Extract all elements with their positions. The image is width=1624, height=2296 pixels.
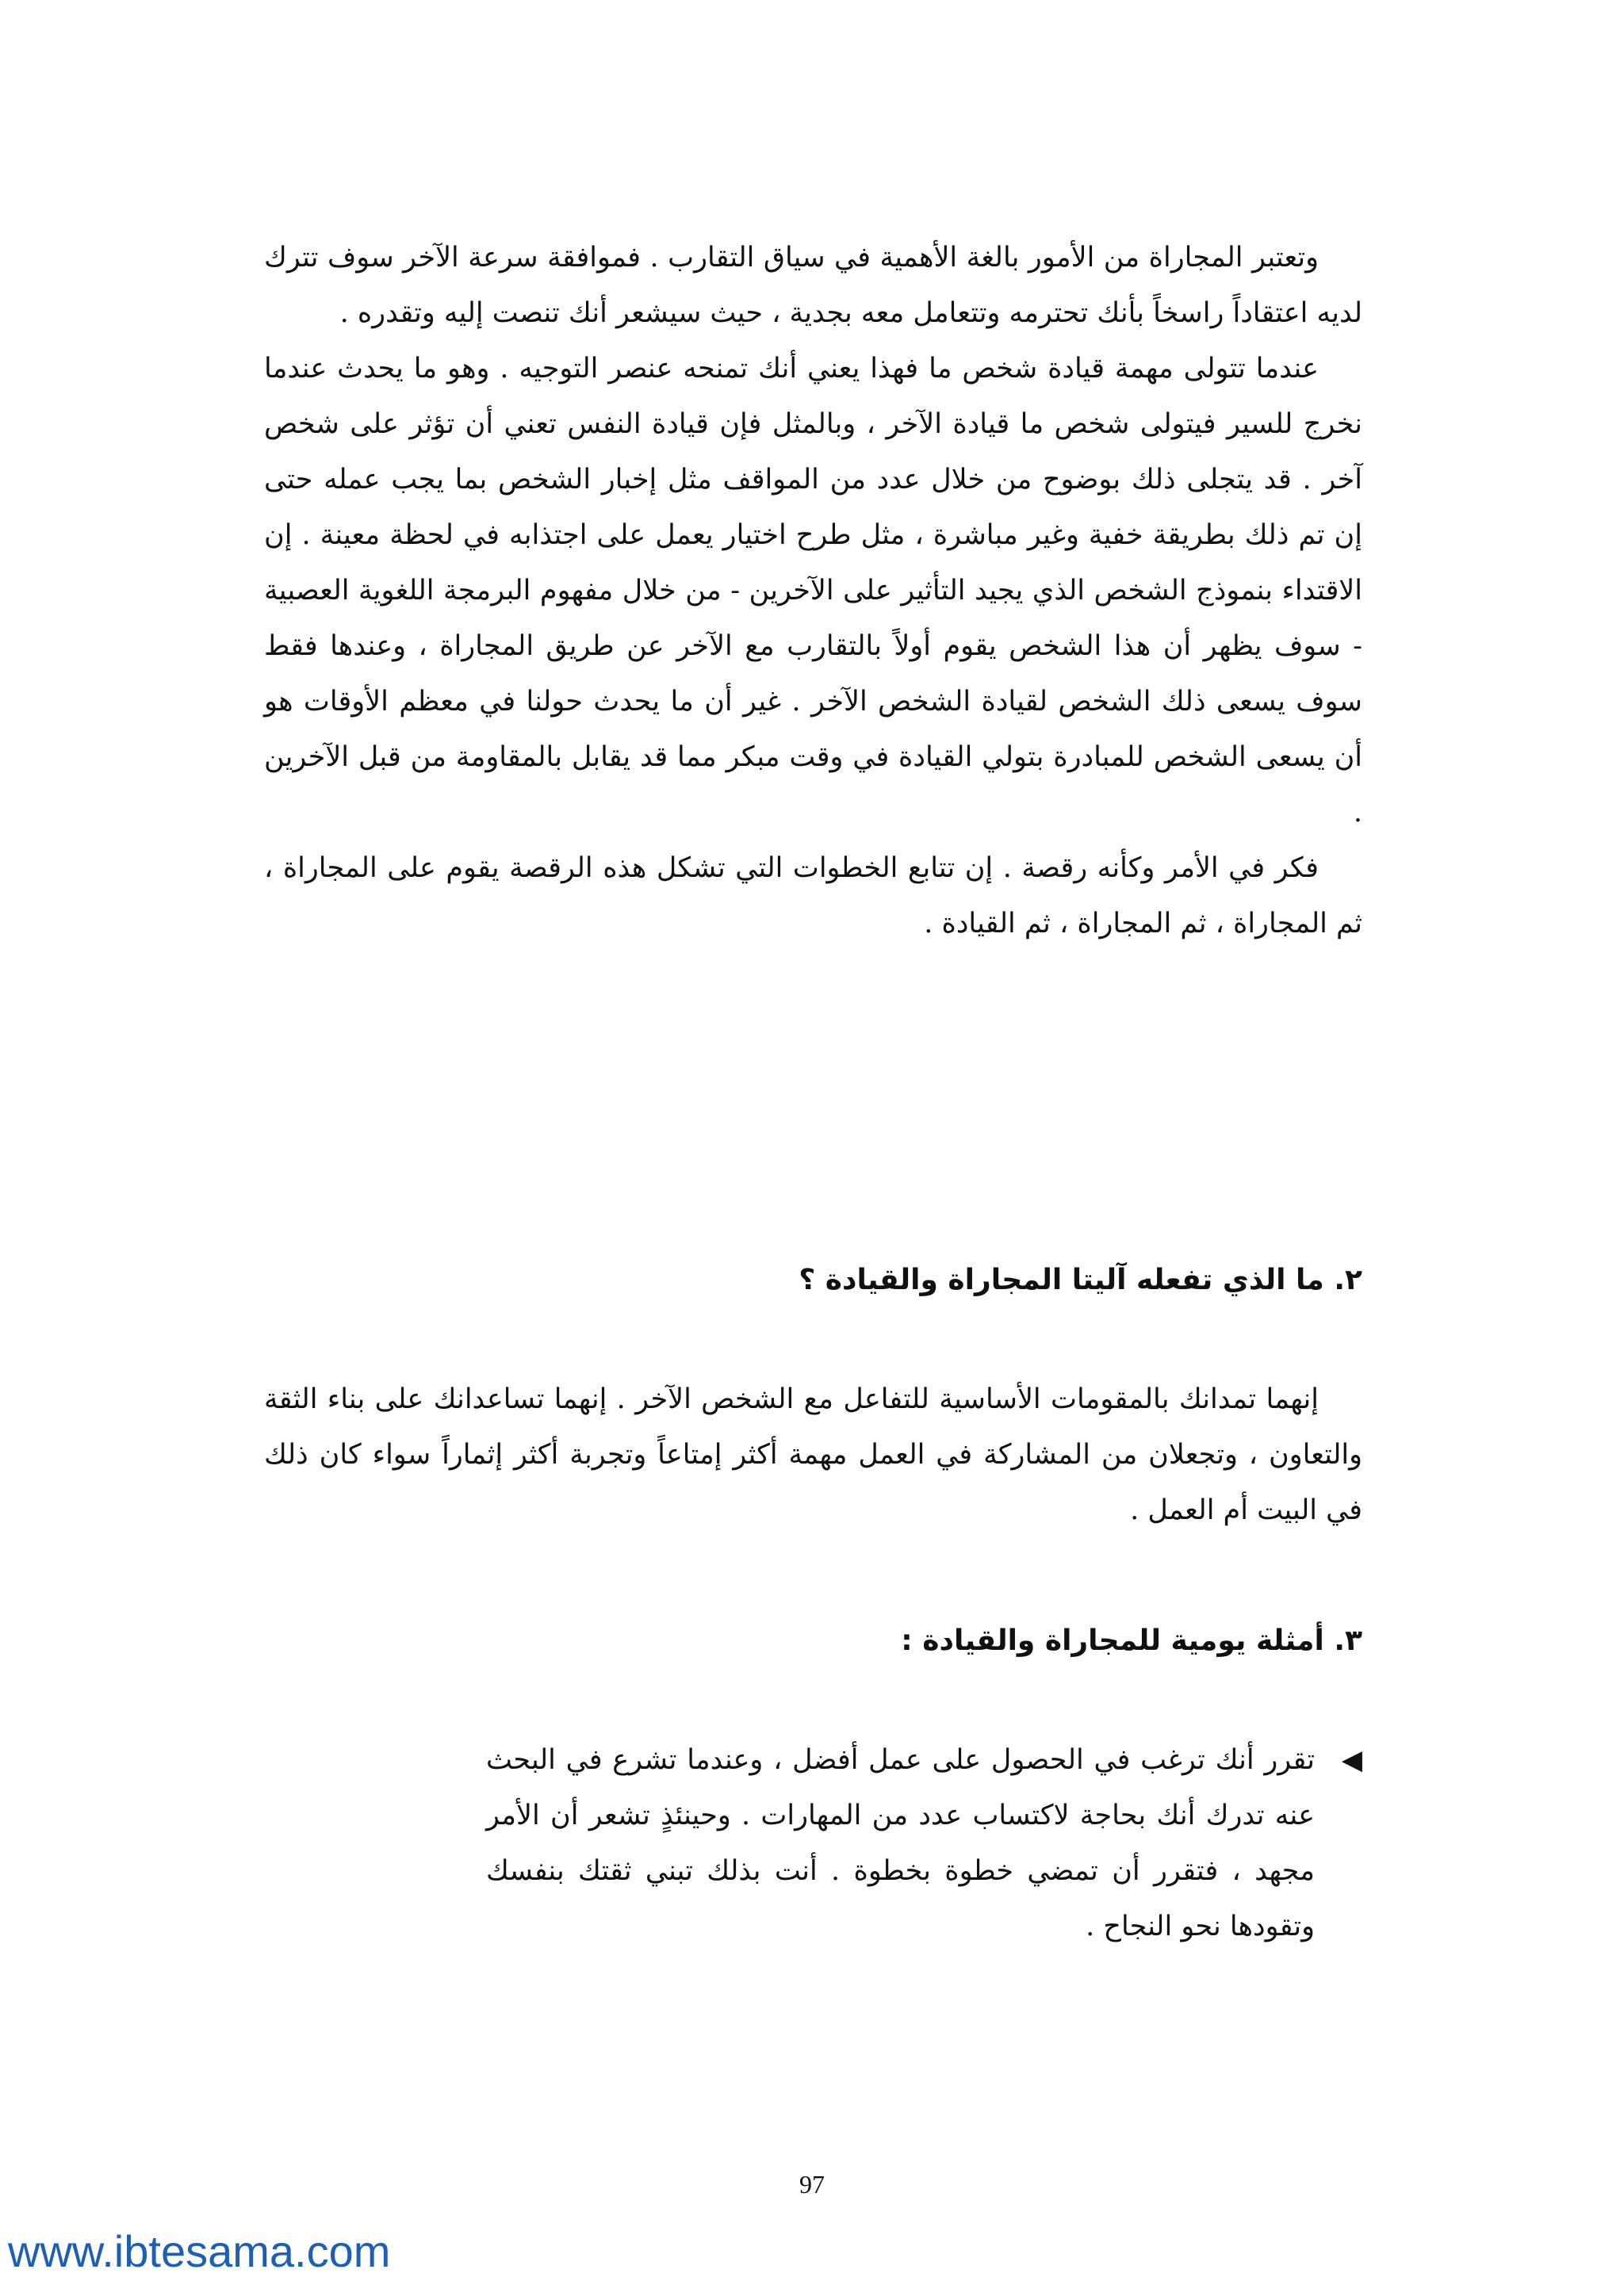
intro-text — [264, 230, 1362, 951]
section-2-text — [264, 1372, 1362, 1538]
list-item — [264, 1732, 1362, 1954]
section-2-paragraph: إنهما تمدانك بالمقومات الأساسية للتفاعل مع الشخص الآخر . إنهما تساعدانك على بناء الثقة والتعاون ، وتجعلان من المشاركة في العمل مهمة أكثر إمتاعاً وتجربة أكثر إثماراً سواء كان ذلك في البيت أم العمل . — [264, 1383, 1362, 1526]
watermark-url: www.ibtesama.com — [8, 2226, 391, 2276]
section-3-heading: ٣. أمثلة يومية للمجاراة والقيادة : — [901, 1624, 1362, 1657]
paragraph-leading-definition: عندما تتولى مهمة قيادة شخص ما فهذا يعني أنك تمنحه عنصر التوجيه . وهو ما يحدث عندما نخرج للسير فيتولى شخص ما قيادة الآخر ، وبالمثل فإن قيادة النفس تعني أن تؤثر على شخص آخر . قد يتجلى ذلك بوضوح من خلال عدد من المواقف مثل إخبار الشخص بما يجب عمله حتى إن تم ذلك بطريقة خفية وغير مباشرة ، مثل طرح اختيار يعمل على اجتذابه في لحظة معينة . إن الاقتداء بنموذج الشخص الذي يجيد التأثير على الآخرين - من خلال مفهوم البرمجة اللغوية العصبية - سوف يظهر أن هذا الشخص يقوم أولاً بالتقارب مع الآخر عن طريق المجاراة ، وعندها فقط سوف يسعى ذلك الشخص لقيادة الشخص الآخر . غير أن ما يحدث حولنا في معظم الأوقات هو أن يسعى الشخص للمبادرة بتولي القيادة في وقت مبكر مما قد يقابل بالمقاومة من قبل الآخرين . — [264, 353, 1362, 828]
paragraph-dance-analogy: فكر في الأمر وكأنه رقصة . إن تتابع الخطوات التي تشكل هذه الرقصة يقوم على المجاراة ، ثم المجاراة ، ثم المجاراة ، ثم القيادة . — [264, 852, 1362, 939]
bullet-text: تقرر أنك ترغب في الحصول على عمل أفضل ، وعندما تشرع في البحث عنه تدرك أنك بحاجة لاكتساب عدد من المهارات . وحينئذٍ تشعر أن الأمر مجهد ، فتقرر أن تمضي خطوة بخطوة . أنت بذلك تبني ثقتك بنفسك وتقودها نحو النجاح . — [486, 1744, 1315, 1942]
paragraph-pacing-importance: وتعتبر المجاراة من الأمور بالغة الأهمية في سياق التقارب . فموافقة سرعة الآخر سوف تترك لديه اعتقاداً راسخاً بأنك تحترمه وتتعامل معه بجدية ، حيث سيشعر أنك تنصت إليه وتقدره . — [264, 242, 1362, 329]
page-number: 97 — [799, 2170, 825, 2198]
bullet-arrow-icon: ◀ — [1341, 1744, 1362, 1776]
section-2-heading: ٢. ما الذي تفعله آليتا المجاراة والقيادة ؟ — [799, 1264, 1362, 1296]
